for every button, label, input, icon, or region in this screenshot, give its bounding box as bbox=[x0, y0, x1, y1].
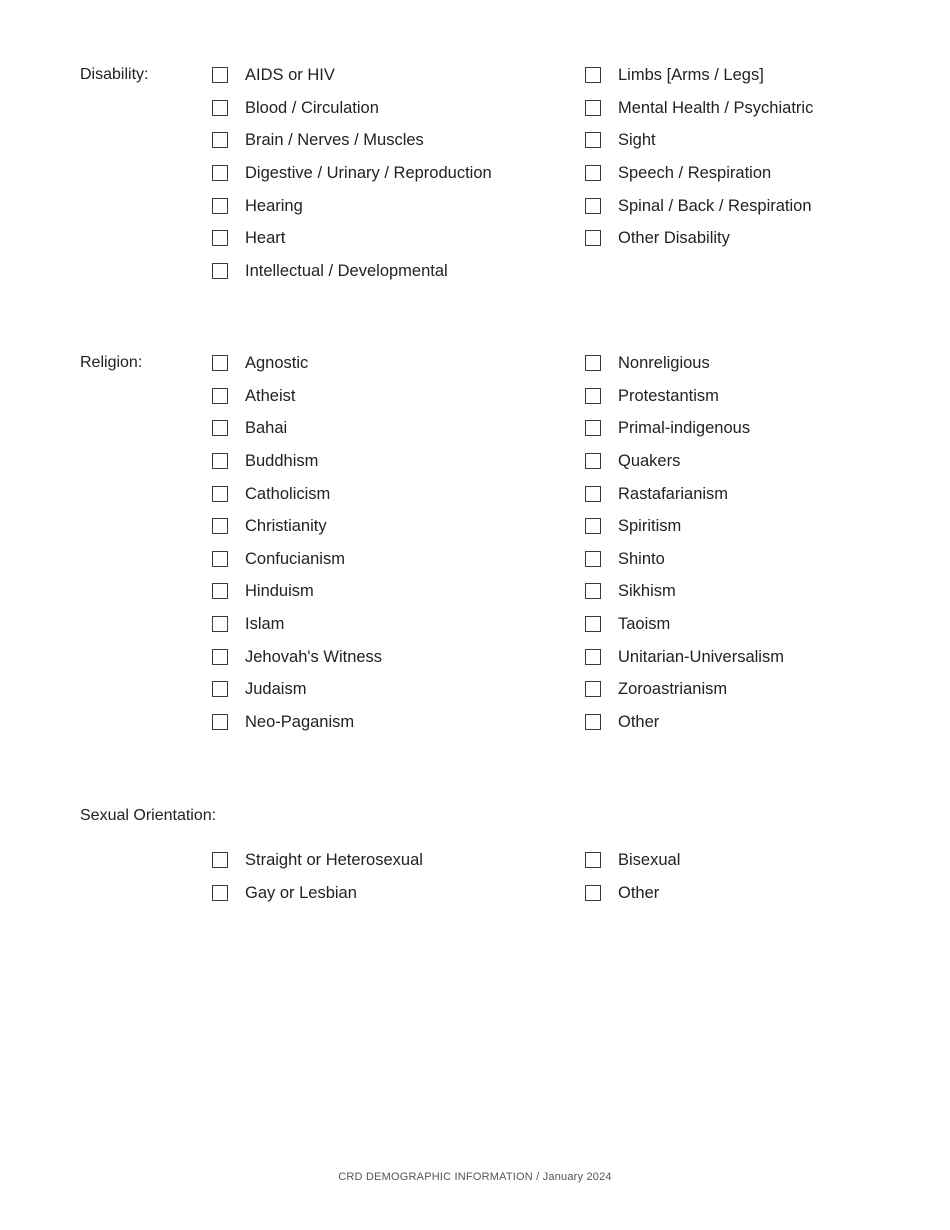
option-label: Christianity bbox=[245, 517, 327, 536]
option-label: Jehovah's Witness bbox=[245, 647, 383, 666]
checkbox-icon[interactable] bbox=[585, 132, 601, 148]
checkbox-icon[interactable] bbox=[585, 852, 601, 868]
checkbox-option[interactable] bbox=[585, 844, 680, 877]
option-label: Islam bbox=[245, 615, 285, 634]
checkbox-icon[interactable] bbox=[212, 420, 228, 436]
checkbox-icon[interactable] bbox=[585, 67, 601, 83]
checkbox-option[interactable] bbox=[585, 222, 813, 255]
option-label: Agnostic bbox=[245, 354, 309, 373]
checkbox-option[interactable] bbox=[212, 59, 492, 92]
option-label: Zoroastrianism bbox=[618, 680, 728, 699]
checkbox-option[interactable] bbox=[212, 477, 382, 510]
checkbox-option[interactable] bbox=[212, 877, 423, 910]
option-label: Brain / Nerves / Muscles bbox=[245, 131, 424, 150]
checkbox-option[interactable] bbox=[212, 844, 423, 877]
checkbox-option[interactable] bbox=[585, 124, 813, 157]
checkbox-icon[interactable] bbox=[212, 198, 228, 214]
option-label: Judaism bbox=[245, 680, 307, 699]
checkbox-option[interactable] bbox=[212, 543, 382, 576]
option-label: Mental Health / Psychiatric bbox=[618, 98, 814, 117]
checkbox-icon[interactable] bbox=[585, 518, 601, 534]
disability-label: Disability: bbox=[80, 66, 149, 83]
checkbox-icon[interactable] bbox=[585, 649, 601, 665]
checkbox-icon[interactable] bbox=[212, 132, 228, 148]
checkbox-option[interactable] bbox=[212, 640, 382, 673]
checkbox-icon[interactable] bbox=[212, 649, 228, 665]
checkbox-icon[interactable] bbox=[585, 714, 601, 730]
checkbox-option[interactable] bbox=[585, 706, 784, 739]
option-label: Buddhism bbox=[245, 452, 319, 471]
checkbox-option[interactable] bbox=[212, 222, 492, 255]
checkbox-option[interactable] bbox=[585, 673, 784, 706]
checkbox-icon[interactable] bbox=[212, 388, 228, 404]
checkbox-option[interactable] bbox=[212, 412, 382, 445]
option-label: Bisexual bbox=[618, 851, 681, 870]
checkbox-icon[interactable] bbox=[212, 616, 228, 632]
option-label: Digestive / Urinary / Reproduction bbox=[245, 164, 492, 183]
checkbox-option[interactable] bbox=[585, 510, 784, 543]
checkbox-option[interactable] bbox=[585, 640, 784, 673]
option-label: Catholicism bbox=[245, 484, 331, 503]
checkbox-icon[interactable] bbox=[585, 420, 601, 436]
checkbox-option[interactable] bbox=[212, 189, 492, 222]
option-label: Quakers bbox=[618, 452, 681, 471]
option-label: Limbs [Arms / Legs] bbox=[618, 66, 764, 85]
checkbox-option[interactable] bbox=[585, 412, 784, 445]
checkbox-option[interactable] bbox=[585, 347, 784, 380]
checkbox-option[interactable] bbox=[212, 380, 382, 413]
checkbox-option[interactable] bbox=[212, 706, 382, 739]
checkbox-icon[interactable] bbox=[212, 518, 228, 534]
checkbox-icon[interactable] bbox=[585, 453, 601, 469]
checkbox-icon[interactable] bbox=[212, 583, 228, 599]
option-label: Nonreligious bbox=[618, 354, 710, 373]
option-label: Spinal / Back / Respiration bbox=[618, 196, 812, 215]
option-label: Straight or Heterosexual bbox=[245, 851, 423, 870]
option-label: Shinto bbox=[618, 549, 665, 568]
checkbox-option[interactable] bbox=[212, 124, 492, 157]
option-label: Other Disability bbox=[618, 229, 730, 248]
option-label: Sight bbox=[618, 131, 656, 150]
checkbox-icon[interactable] bbox=[585, 681, 601, 697]
option-label: AIDS or HIV bbox=[245, 66, 335, 85]
checkbox-icon[interactable] bbox=[212, 165, 228, 181]
checkbox-icon[interactable] bbox=[585, 388, 601, 404]
option-label: Taoism bbox=[618, 615, 671, 634]
checkbox-icon[interactable] bbox=[212, 100, 228, 116]
checkbox-option[interactable] bbox=[585, 157, 813, 190]
checkbox-option[interactable] bbox=[212, 347, 382, 380]
checkbox-icon[interactable] bbox=[585, 198, 601, 214]
option-label: Hinduism bbox=[245, 582, 314, 601]
sexual-orientation-options-left bbox=[212, 844, 423, 909]
option-label: Sikhism bbox=[618, 582, 676, 601]
checkbox-option[interactable] bbox=[212, 673, 382, 706]
option-label: Neo-Paganism bbox=[245, 712, 355, 731]
checkbox-option[interactable] bbox=[212, 608, 382, 641]
disability-options-right bbox=[585, 59, 813, 255]
option-label: Hearing bbox=[245, 196, 303, 215]
checkbox-option[interactable] bbox=[585, 575, 784, 608]
checkbox-option[interactable] bbox=[212, 92, 492, 125]
checkbox-option[interactable] bbox=[585, 477, 784, 510]
checkbox-icon[interactable] bbox=[585, 355, 601, 371]
disability-options-left bbox=[212, 59, 492, 287]
option-label: Intellectual / Developmental bbox=[245, 261, 448, 280]
checkbox-icon[interactable] bbox=[212, 355, 228, 371]
option-label: Gay or Lesbian bbox=[245, 883, 357, 902]
checkbox-option[interactable] bbox=[585, 380, 784, 413]
checkbox-option[interactable] bbox=[585, 877, 680, 910]
checkbox-icon[interactable] bbox=[585, 583, 601, 599]
checkbox-option[interactable] bbox=[212, 157, 492, 190]
checkbox-option[interactable] bbox=[212, 445, 382, 478]
option-label: Protestantism bbox=[618, 386, 719, 405]
checkbox-icon[interactable] bbox=[585, 885, 601, 901]
checkbox-icon[interactable] bbox=[212, 486, 228, 502]
option-label: Unitarian-Universalism bbox=[618, 647, 784, 666]
checkbox-icon[interactable] bbox=[212, 551, 228, 567]
checkbox-option[interactable] bbox=[585, 445, 784, 478]
checkbox-icon[interactable] bbox=[585, 616, 601, 632]
option-label: Bahai bbox=[245, 419, 288, 438]
checkbox-icon[interactable] bbox=[585, 100, 601, 116]
option-label: Atheist bbox=[245, 386, 296, 405]
checkbox-icon[interactable] bbox=[212, 852, 228, 868]
option-label: Other bbox=[618, 883, 660, 902]
checkbox-icon[interactable] bbox=[585, 551, 601, 567]
checkbox-icon[interactable] bbox=[212, 263, 228, 279]
option-label: Confucianism bbox=[245, 549, 345, 568]
checkbox-option[interactable] bbox=[212, 575, 382, 608]
option-label: Primal-indigenous bbox=[618, 419, 751, 438]
option-label: Speech / Respiration bbox=[618, 164, 772, 183]
option-label: Rastafarianism bbox=[618, 484, 729, 503]
checkbox-icon[interactable] bbox=[212, 681, 228, 697]
option-label: Spiritism bbox=[618, 517, 682, 536]
religion-options-left bbox=[212, 347, 382, 738]
checkbox-icon[interactable] bbox=[585, 165, 601, 181]
sexual-orientation-options-right bbox=[585, 844, 680, 909]
checkbox-option[interactable] bbox=[585, 59, 813, 92]
checkbox-icon[interactable] bbox=[212, 67, 228, 83]
option-label: Heart bbox=[245, 229, 286, 248]
religion-label: Religion: bbox=[80, 354, 143, 371]
option-label: Blood / Circulation bbox=[245, 98, 379, 117]
checkbox-icon[interactable] bbox=[212, 885, 228, 901]
checkbox-option[interactable] bbox=[585, 189, 813, 222]
checkbox-icon[interactable] bbox=[585, 230, 601, 246]
page-footer: CRD DEMOGRAPHIC INFORMATION / January 2024 bbox=[338, 1171, 612, 1183]
checkbox-option[interactable] bbox=[585, 92, 813, 125]
checkbox-icon[interactable] bbox=[585, 486, 601, 502]
sexual-orientation-label: Sexual Orientation: bbox=[80, 807, 217, 824]
checkbox-option[interactable] bbox=[585, 543, 784, 576]
checkbox-option[interactable] bbox=[585, 608, 784, 641]
checkbox-option[interactable] bbox=[212, 255, 492, 288]
checkbox-icon[interactable] bbox=[212, 230, 228, 246]
checkbox-option[interactable] bbox=[212, 510, 382, 543]
checkbox-icon[interactable] bbox=[212, 714, 228, 730]
option-label: Other bbox=[618, 712, 660, 731]
checkbox-icon[interactable] bbox=[212, 453, 228, 469]
religion-options-right bbox=[585, 347, 784, 738]
